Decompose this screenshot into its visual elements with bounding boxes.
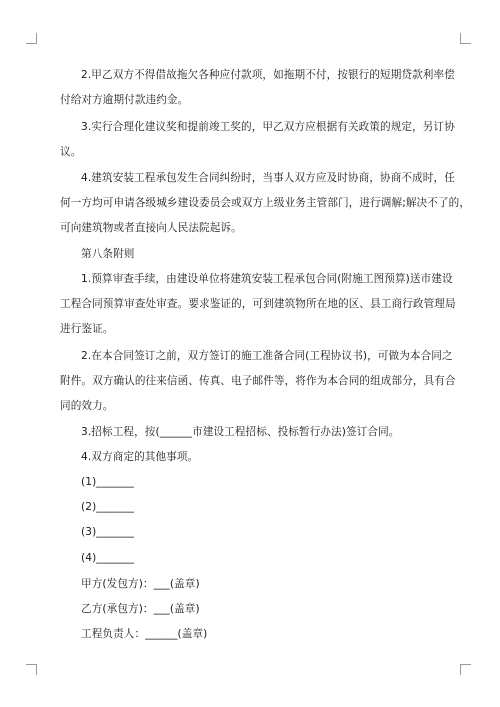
item-2-blank: (2)_______ xyxy=(81,501,135,513)
annex-1-line-2: 工程合同预算审查处审查。要求鉴证的，可到建筑物所在地的区、县工商行政管理局 xyxy=(60,298,456,310)
project-manager-signature: 工程负责人：______(盖章) xyxy=(81,628,208,640)
clause-4-line-2: 何一方均可申请各级城乡建设委员会或双方上级业务主管部门，进行调解;解决不了的， xyxy=(60,197,471,209)
annex-2-line-3: 同的效力。 xyxy=(60,400,114,412)
clause-2-line-2: 付给对方逾期付款违约金。 xyxy=(60,94,189,106)
annex-3-line: 3.招标工程，按(______市建设工程招标、投标暂行办法)签订合同。 xyxy=(81,426,400,438)
annex-4-line: 4.双方商定的其他事项。 xyxy=(81,451,199,463)
annex-1-line-1: 1.预算审查手续，由建设单位将建筑安装工程承包合同(附施工图预算)送市建设 xyxy=(81,273,453,285)
crop-mark-bottom-left xyxy=(26,664,37,675)
section-heading: 第八条附则 xyxy=(81,248,135,260)
clause-3-line-1: 3.实行合理化建议奖和提前竣工奖的，甲乙双方应根据有关政策的规定，另订协 xyxy=(81,121,455,133)
crop-mark-bottom-right xyxy=(460,664,471,675)
annex-2-line-1: 2.在本合同签订之前，双方签订的施工准备合同(工程协议书)，可做为本合同之 xyxy=(81,350,453,362)
clause-3-line-2: 议。 xyxy=(60,146,82,158)
party-a-signature: 甲方(发包方)：___(盖章) xyxy=(81,578,200,590)
clause-4-line-3: 可向建筑物或者直接向人民法院起诉。 xyxy=(60,222,242,234)
annex-1-line-3: 进行鉴证。 xyxy=(60,323,114,335)
annex-2-line-2: 附件。双方确认的往来信函、传真、电子邮件等，将作为本合同的组成部分，具有合 xyxy=(60,375,456,387)
clause-2-line-1: 2.甲乙双方不得借故拖欠各种应付款项，如拖期不付，按银行的短期贷款利率偿 xyxy=(81,69,455,81)
item-4-blank: (4)_______ xyxy=(81,552,135,564)
party-b-signature: 乙方(承包方)：___(盖章) xyxy=(81,603,200,615)
item-3-blank: (3)_______ xyxy=(81,526,135,538)
item-1-blank: (1)_______ xyxy=(81,476,135,488)
crop-mark-top-left xyxy=(26,33,37,44)
clause-4-line-1: 4.建筑安装工程承包发生合同纠纷时，当事人双方应及时协商，协商不成时，任 xyxy=(81,172,455,184)
crop-mark-top-right xyxy=(460,33,471,44)
